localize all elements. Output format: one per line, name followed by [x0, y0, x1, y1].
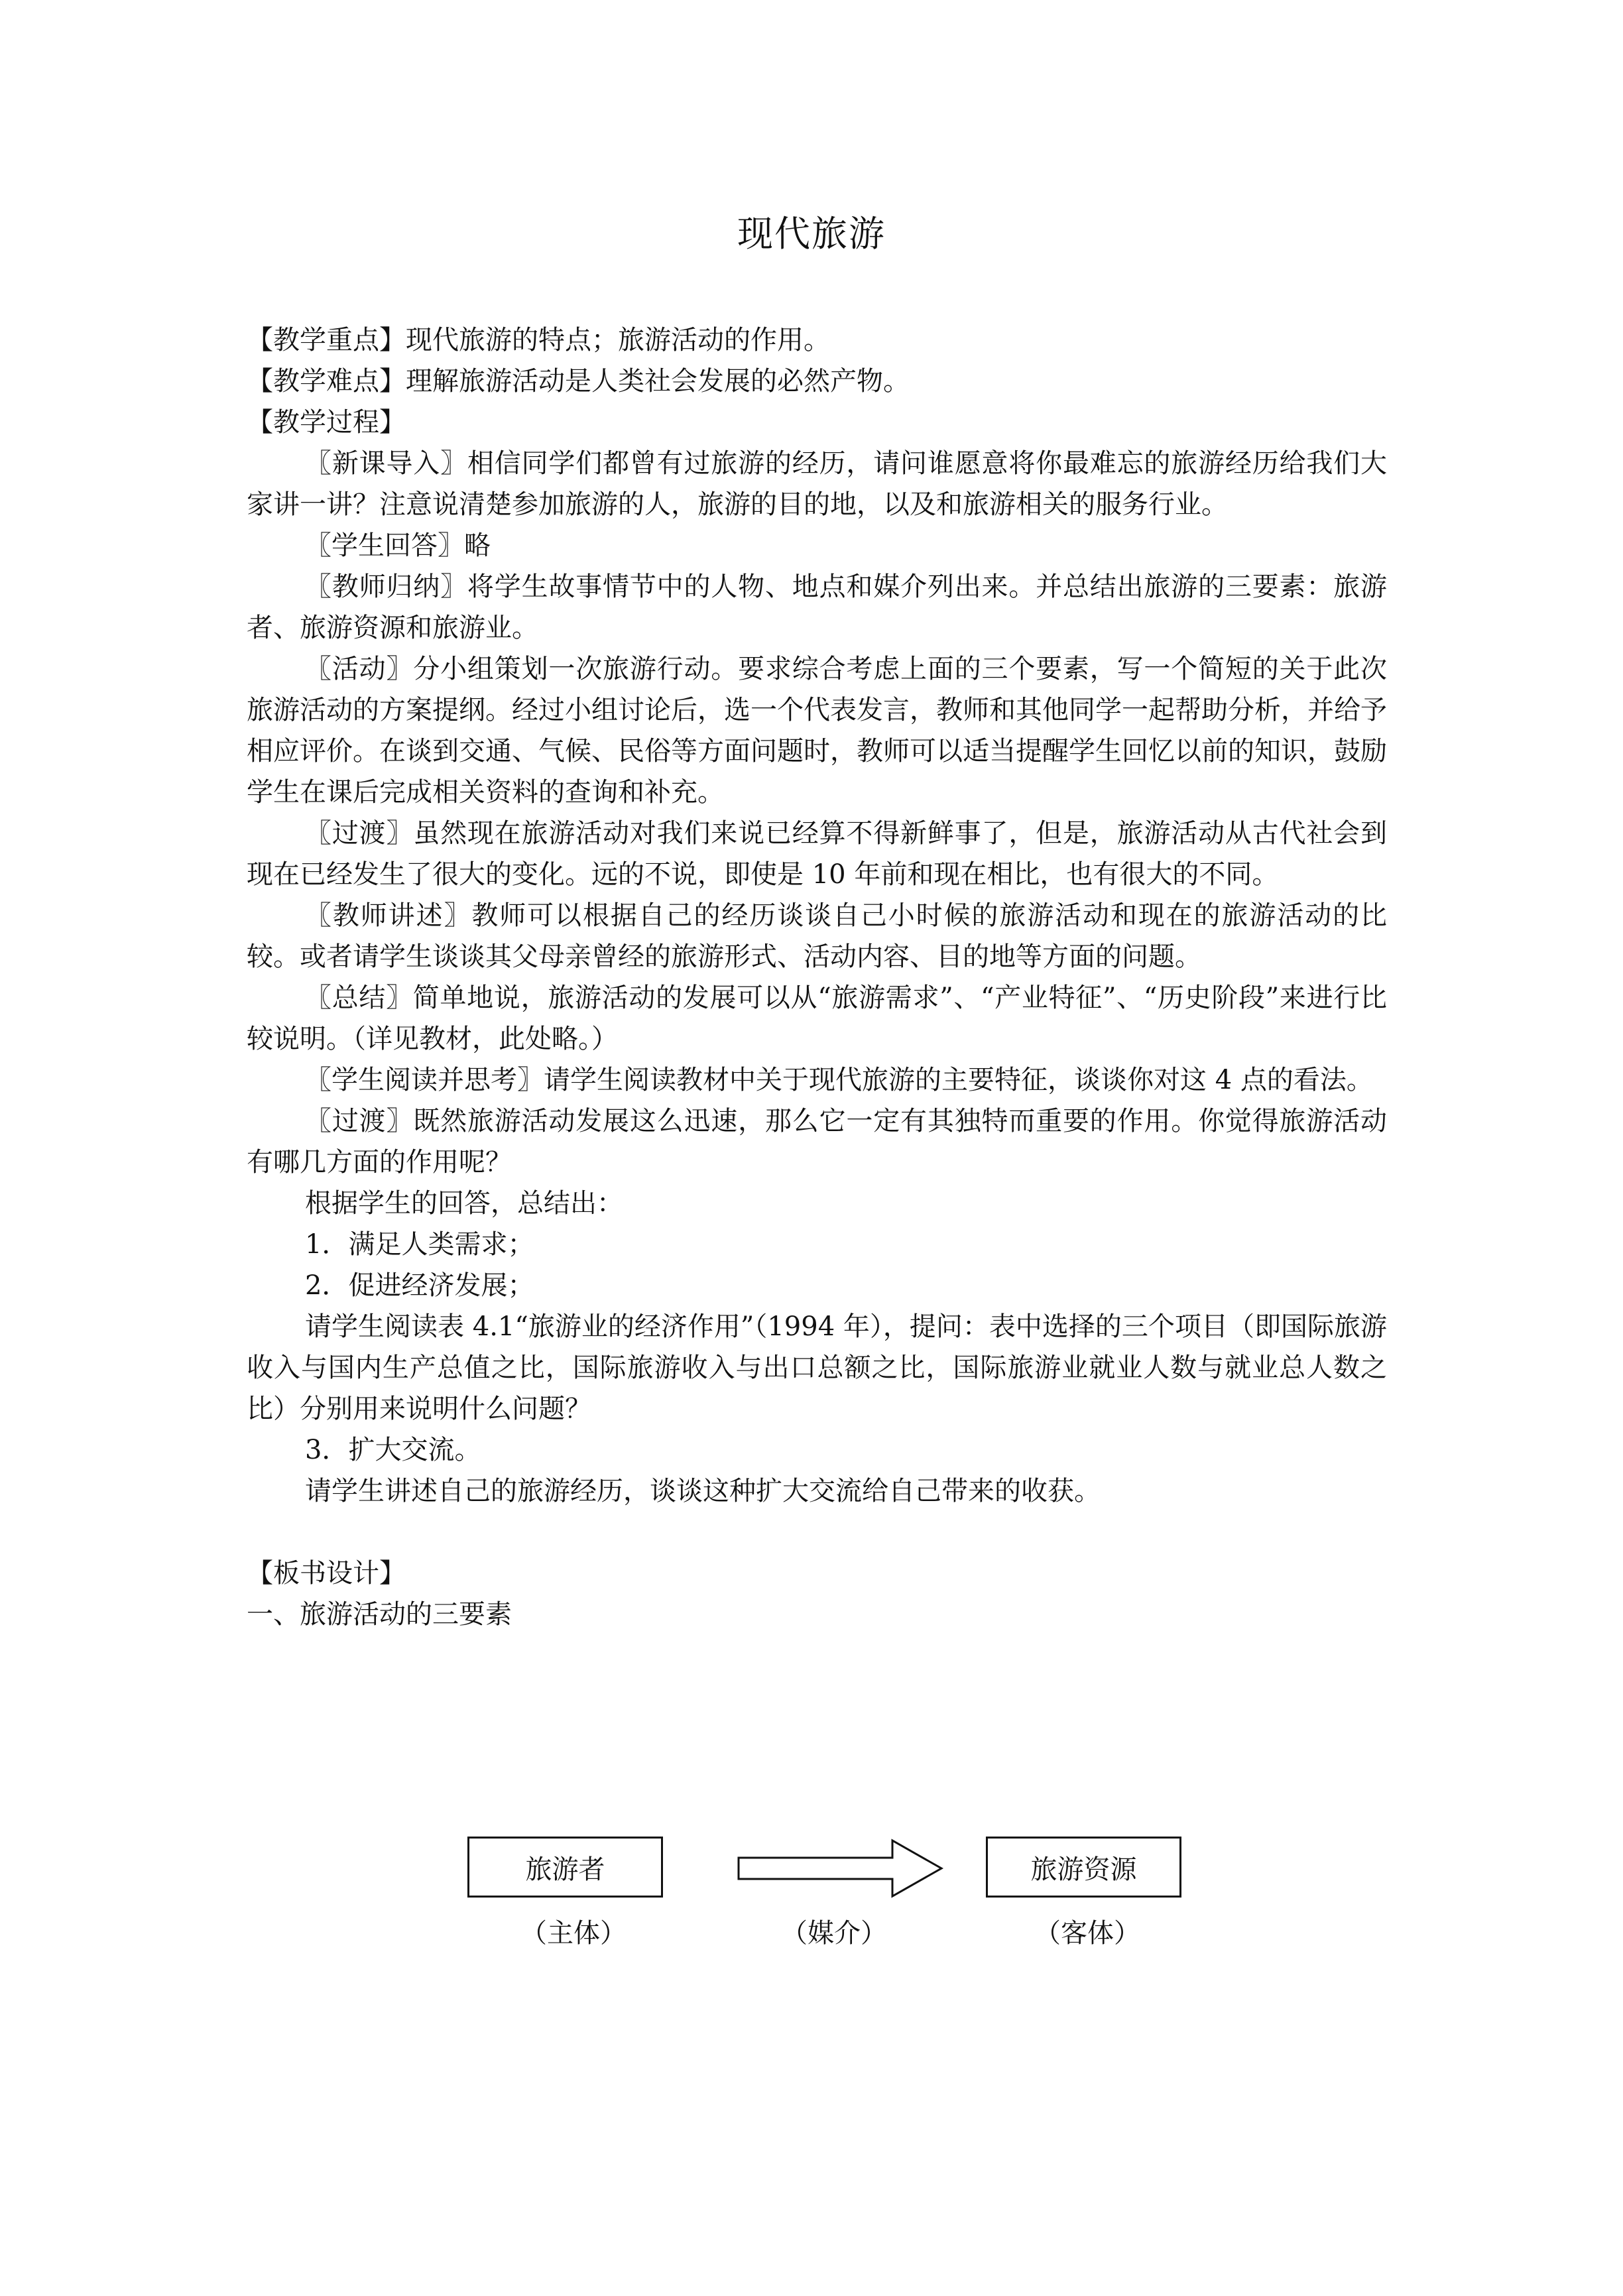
paragraph-teacher-narration: 〖教师讲述〗教师可以根据自己的经历谈谈自己小时候的旅游活动和现在的旅游活动的比较。或者请学生谈谈其父母亲曾经的旅游形式、活动内容、目的地等方面的问题。: [247, 900, 1387, 972]
paragraph-exchange: 请学生讲述自己的旅游经历，谈谈这种扩大交流给自己带来的收获。: [305, 1476, 1101, 1506]
paragraph-conclusion: 〖总结〗简单地说，旅游活动的发展可以从“旅游需求”、“产业特征”、“历史阶段”来进行比较说明。（详见教材，此处略。）: [247, 983, 1387, 1054]
arrow-right-icon: [736, 1838, 945, 1899]
paragraph-intro: 〖新课导入〗相信同学们都曾有过旅游的经历，请问谁愿意将你最难忘的旅游经历给我们大家讲一讲？注意说清楚参加旅游的人，旅游的目的地，以及和旅游相关的服务行业。: [247, 448, 1387, 520]
page-title: 现代旅游: [737, 213, 886, 255]
tourist-box: 旅游者: [467, 1837, 663, 1898]
board-heading: 【板书设计】: [247, 1558, 406, 1589]
paragraph-teacher-summary: 〖教师归纳〗将学生故事情节中的人物、地点和媒介列出来。并总结出旅游的三要素：旅游者、旅游资源和旅游业。: [247, 572, 1387, 643]
subject-label: （主体）: [520, 1918, 627, 1949]
list-item-1: 1．满足人类需求；: [305, 1229, 534, 1260]
paragraph-transition-2: 〖过渡〗既然旅游活动发展这么迅速，那么它一定有其独特而重要的作用。你觉得旅游活动有哪几方面的作用呢？: [247, 1106, 1387, 1178]
paragraph-table-question: 请学生阅读表 4.1“旅游业的经济作用”（1994 年），提问：表中选择的三个项目（即国际旅游收入与国内生产总值之比，国际旅游收入与出口总额之比，国际旅游业就业人数与就业总人数之比）分别用来说明什么问题？: [247, 1311, 1387, 1424]
difficulty-line: 【教学难点】理解旅游活动是人类社会发展的必然产物。: [247, 366, 910, 396]
list-item-3: 3．扩大交流。: [305, 1435, 481, 1465]
paragraph-activity: 〖活动〗分小组策划一次旅游行动。要求综合考虑上面的三个要素，写一个简短的关于此次旅游活动的方案提纲。经过小组讨论后，选一个代表发言，教师和其他同学一起帮助分析，并给予相应评价。在谈到交通、气候、民俗等方面问题时，教师可以适当提醒学生回忆以前的知识，鼓励学生在课后完成相关资料的查询和补充。: [247, 654, 1387, 808]
process-heading: 【教学过程】: [247, 407, 406, 438]
medium-label: （媒介）: [781, 1918, 887, 1949]
object-label: （客体）: [1034, 1918, 1140, 1949]
board-subheading: 一、旅游活动的三要素: [247, 1599, 512, 1630]
tourism-resources-box: 旅游资源: [986, 1837, 1181, 1898]
paragraph-student-answer: 〖学生回答〗略: [305, 530, 491, 561]
three-elements-diagram: [0, 1837, 1623, 1969]
paragraph-summary-intro: 根据学生的回答，总结出：: [305, 1188, 623, 1219]
list-item-2: 2．促进经济发展；: [305, 1270, 534, 1301]
paragraph-student-reading: 〖学生阅读并思考〗请学生阅读教材中关于现代旅游的主要特征，谈谈你对这 4 点的看法。: [305, 1065, 1373, 1095]
key-points-line: 【教学重点】现代旅游的特点；旅游活动的作用。: [247, 325, 830, 355]
blank-line: [247, 1512, 1387, 1553]
paragraph-transition-1: 〖过渡〗虽然现在旅游活动对我们来说已经算不得新鲜事了，但是，旅游活动从古代社会到现在已经发生了很大的变化。远的不说，即使是 10 年前和现在相比，也有很大的不同。: [247, 818, 1387, 890]
lesson-body: [247, 320, 1387, 1635]
